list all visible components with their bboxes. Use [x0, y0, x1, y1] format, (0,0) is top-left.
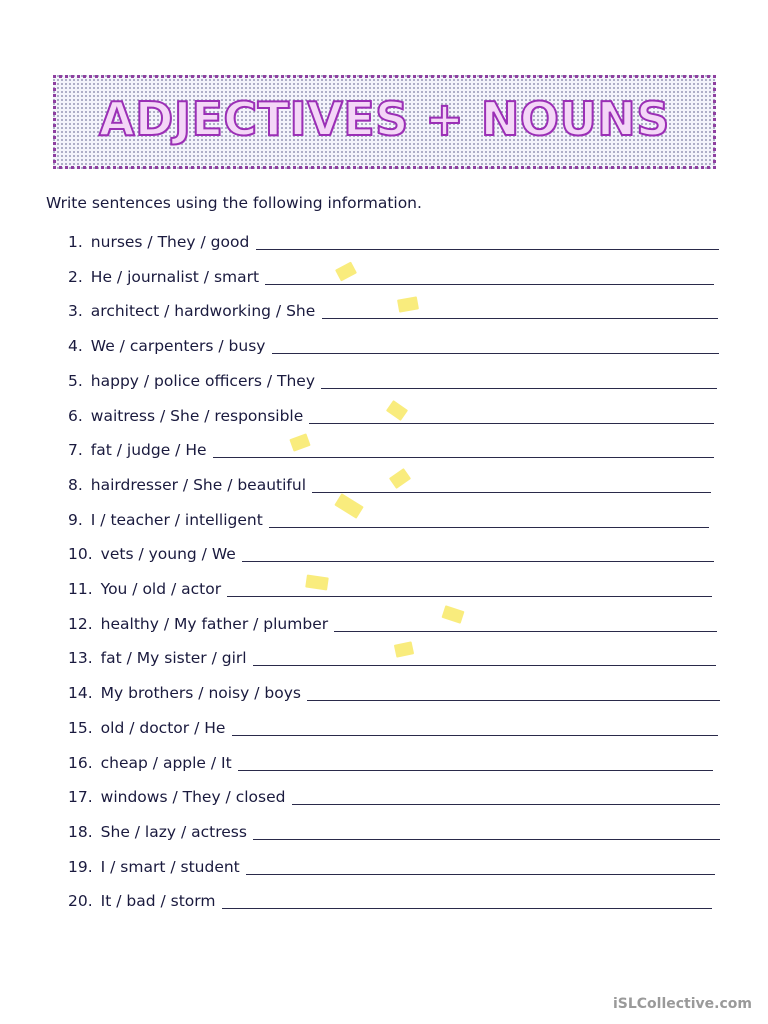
exercise-item [68, 507, 263, 529]
exercise-item [68, 333, 265, 355]
exercise-item [68, 541, 236, 563]
item-number: 14. [68, 684, 93, 703]
exercise-item [68, 264, 259, 286]
exercise-item [68, 229, 249, 251]
item-prompt: cheap / apple / It [100, 753, 232, 772]
item-prompt: My brothers / noisy / boys [100, 684, 301, 703]
item-number: 12. [68, 614, 93, 633]
item-prompt: nurses / They / good [90, 233, 250, 251]
item-prompt: fat / judge / He [90, 441, 207, 460]
exercise-item [68, 784, 285, 806]
answer-line[interactable] [322, 318, 718, 319]
item-prompt: She / lazy / actress [100, 822, 247, 841]
answer-line[interactable] [307, 700, 720, 701]
exercise-item [68, 750, 232, 772]
answer-line[interactable] [232, 735, 718, 736]
item-number: 3. [68, 302, 83, 321]
highlight-mark [305, 575, 329, 591]
item-number: 13. [68, 649, 93, 668]
exercise-item [68, 437, 207, 459]
answer-line[interactable] [213, 457, 714, 458]
answer-line[interactable] [312, 492, 711, 493]
highlight-mark [441, 605, 464, 624]
exercise-item [68, 403, 303, 425]
item-number: 5. [68, 371, 83, 390]
exercise-item [68, 680, 301, 702]
exercise-item [68, 888, 215, 910]
title-banner [53, 75, 716, 169]
item-prompt: windows / They / closed [100, 788, 286, 807]
item-number: 2. [68, 267, 83, 286]
item-number: 4. [68, 337, 83, 356]
item-number: 9. [68, 510, 83, 529]
item-prompt: You / old / actor [100, 580, 222, 598]
item-number: 10. [68, 545, 93, 564]
answer-line[interactable] [256, 249, 719, 250]
item-prompt: It / bad / storm [100, 892, 216, 911]
item-number: 11. [68, 580, 93, 598]
item-prompt: happy / police officers / They [90, 371, 316, 390]
highlight-mark [334, 493, 363, 519]
item-prompt: vets / young / We [100, 545, 236, 564]
item-prompt: I / teacher / intelligent [90, 510, 263, 529]
exercise-item [68, 368, 315, 390]
answer-line[interactable] [253, 839, 720, 840]
highlight-mark [389, 468, 411, 489]
answer-line[interactable] [222, 908, 712, 909]
item-number: 15. [68, 718, 93, 737]
answer-line[interactable] [265, 284, 714, 285]
highlight-mark [386, 400, 408, 421]
item-number: 19. [68, 857, 93, 876]
item-number: 7. [68, 441, 83, 460]
worksheet-title: ADJECTIVES + NOUNS [99, 92, 670, 146]
answer-line[interactable] [227, 596, 712, 597]
exercise-item [68, 611, 328, 633]
item-number: 16. [68, 753, 93, 772]
highlight-mark [335, 262, 357, 282]
item-prompt: waitress / She / responsible [90, 406, 304, 425]
item-prompt: We / carpenters / busy [90, 337, 266, 356]
highlight-mark [394, 641, 414, 657]
item-prompt: hairdresser / She / beautiful [90, 475, 307, 494]
answer-line[interactable] [269, 527, 709, 528]
answer-line[interactable] [272, 353, 719, 354]
item-prompt: I / smart / student [100, 857, 240, 876]
item-number: 6. [68, 406, 83, 425]
exercise-item [68, 472, 306, 494]
exercise-item [68, 645, 247, 667]
answer-line[interactable] [321, 388, 717, 389]
item-prompt: old / doctor / He [100, 718, 226, 737]
item-number: 17. [68, 788, 93, 807]
site-watermark: iSLCollective.com [612, 996, 752, 1012]
item-prompt: fat / My sister / girl [100, 649, 247, 668]
item-prompt: healthy / My father / plumber [100, 614, 329, 633]
answer-line[interactable] [309, 423, 714, 424]
answer-line[interactable] [334, 631, 717, 632]
answer-line[interactable] [242, 561, 714, 562]
item-number: 8. [68, 475, 83, 494]
item-prompt: He / journalist / smart [90, 267, 260, 286]
exercise-item [68, 819, 247, 841]
answer-line[interactable] [246, 874, 715, 875]
highlight-mark [289, 433, 310, 451]
item-number: 20. [68, 892, 93, 911]
exercise-item [68, 298, 315, 320]
item-number: 1. [68, 233, 83, 251]
item-prompt: architect / hardworking / She [90, 302, 316, 321]
highlight-mark [397, 296, 419, 312]
exercise-item [68, 715, 225, 737]
answer-line[interactable] [253, 665, 716, 666]
exercise-item [68, 576, 221, 598]
answer-line[interactable] [292, 804, 720, 805]
item-number: 18. [68, 822, 93, 841]
exercise-item [68, 854, 240, 876]
answer-line[interactable] [238, 770, 713, 771]
instruction-text: Write sentences using the following information. [46, 194, 422, 212]
